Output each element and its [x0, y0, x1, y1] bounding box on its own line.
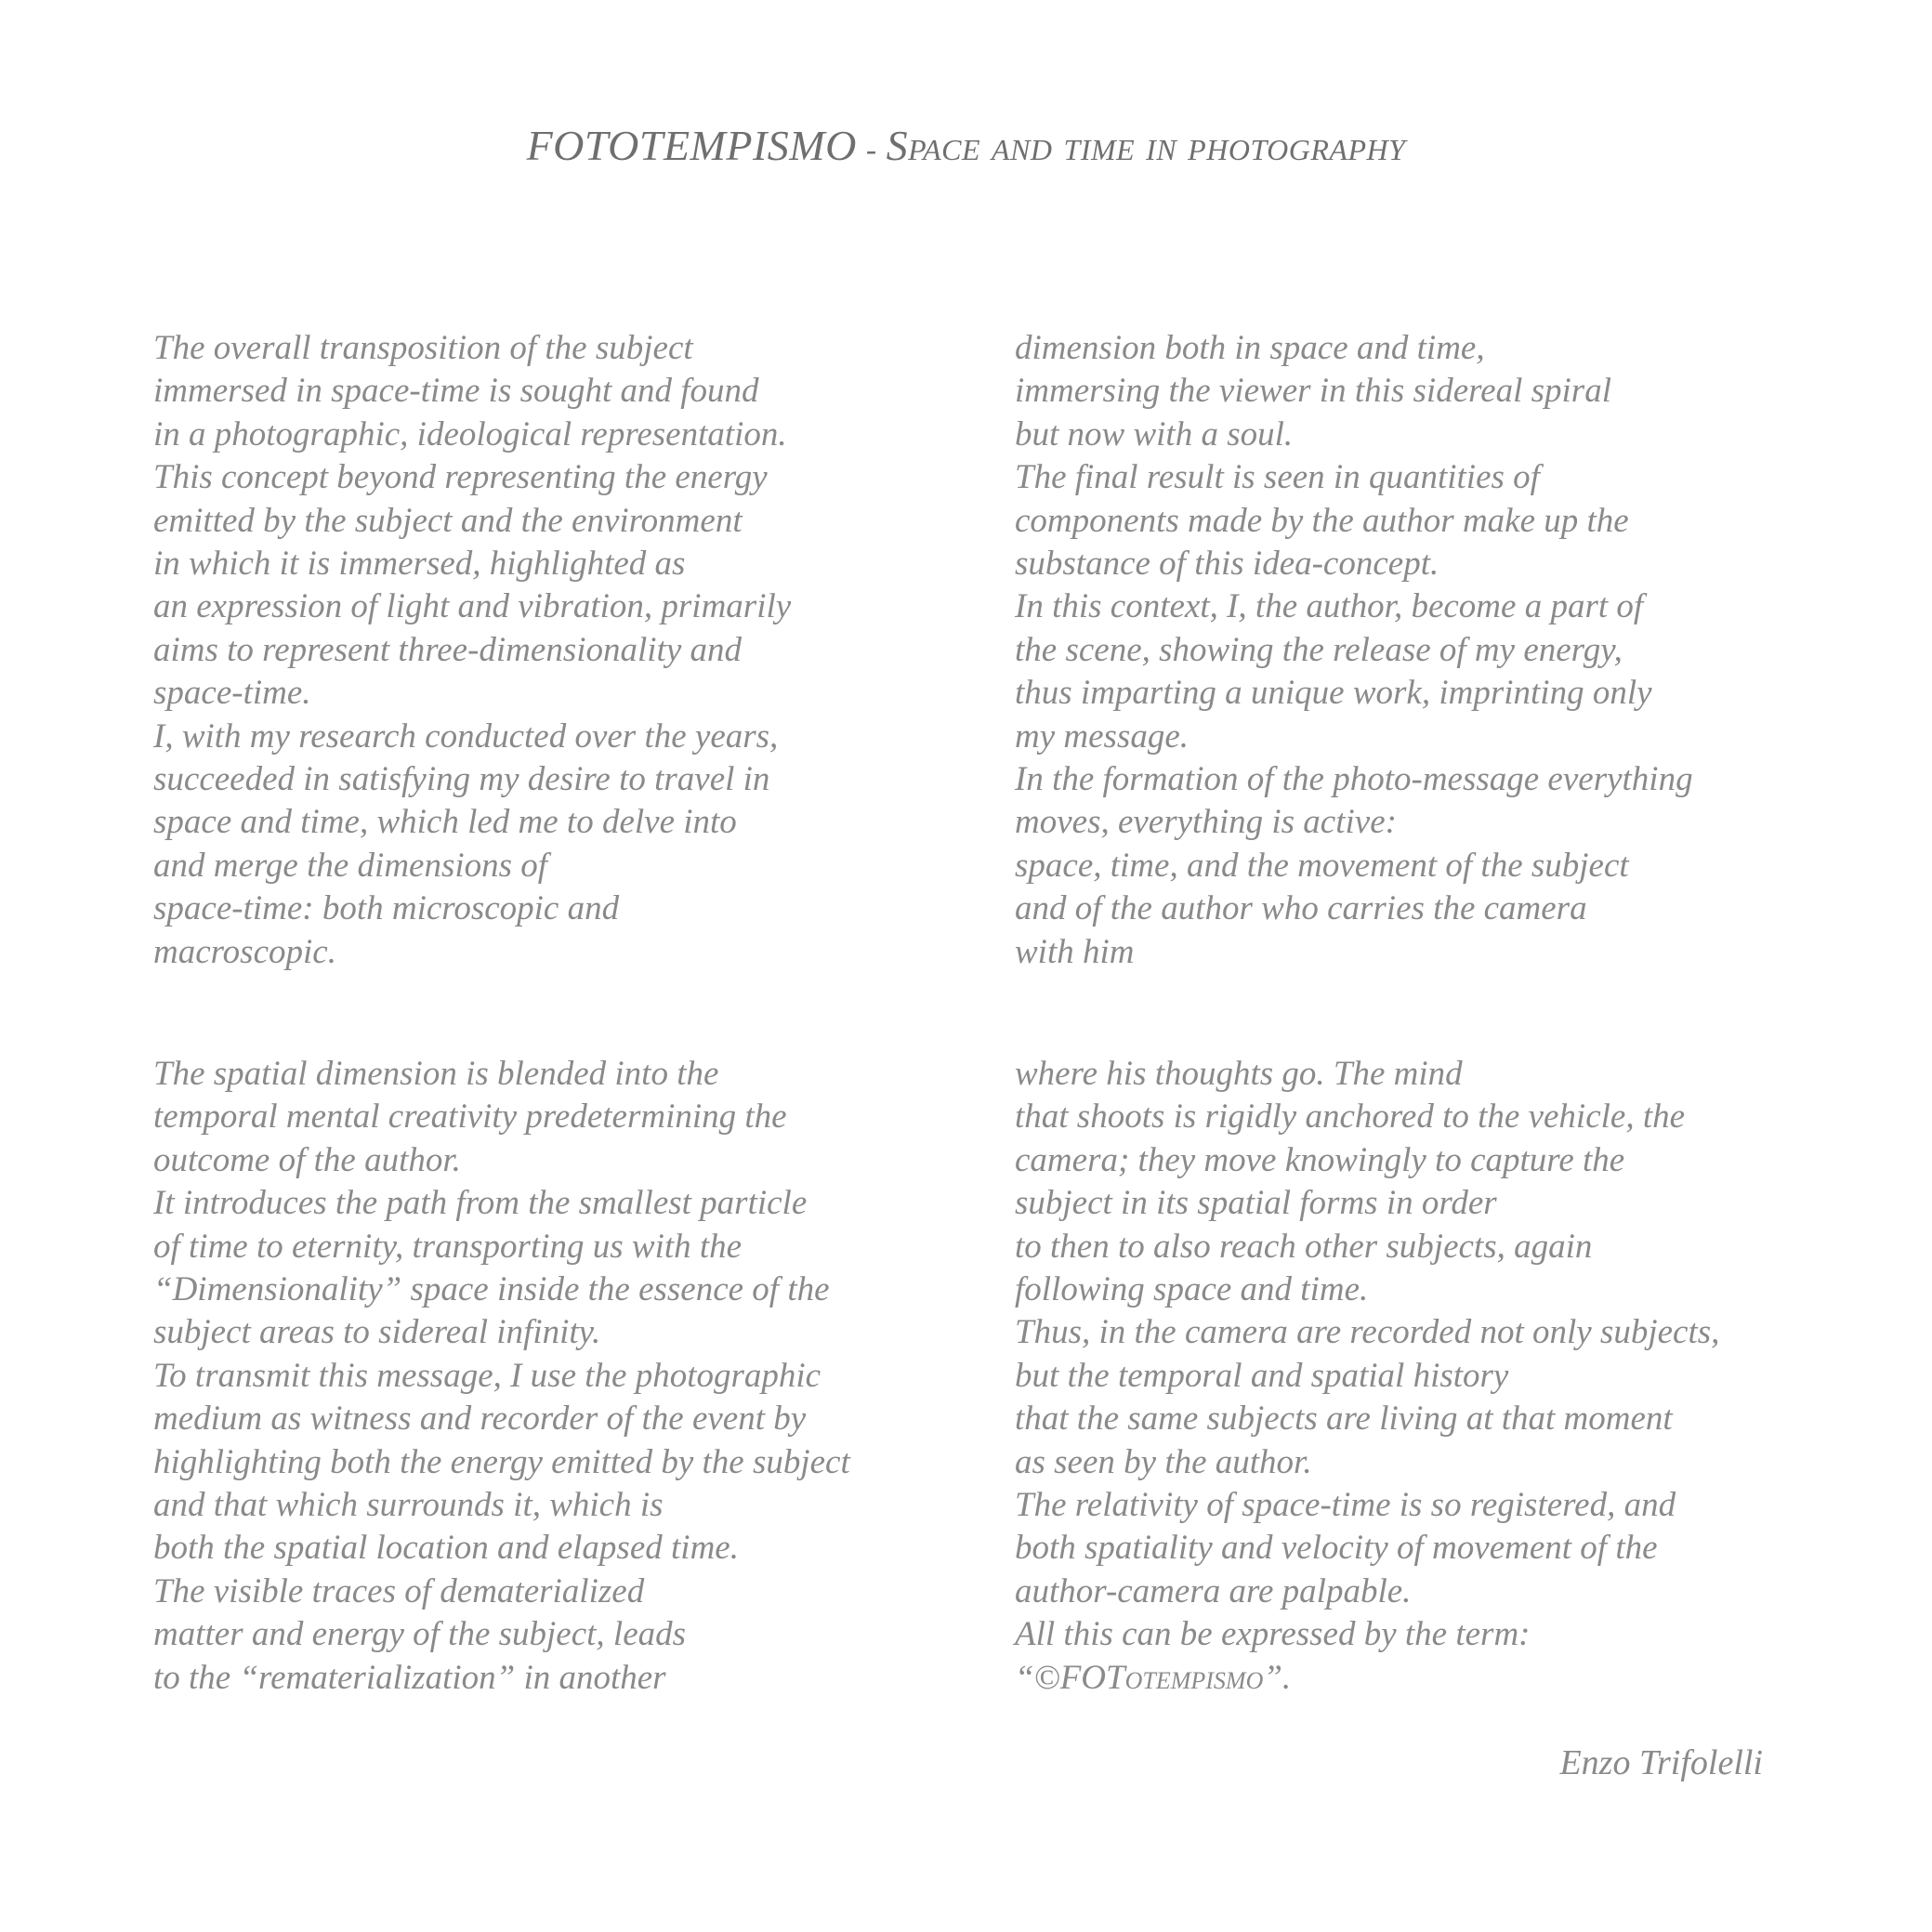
text-line: medium as witness and recorder of the event by — [153, 1400, 807, 1439]
text-line: both the spatial location and elapsed time. — [153, 1529, 739, 1568]
text-line: highlighting both the energy emitted by the subject — [153, 1442, 850, 1481]
text-line: to then to also reach other subjects, again — [1015, 1227, 1593, 1266]
text-line: and that which surrounds it, which is — [153, 1486, 664, 1525]
text-line: where his thoughts go. The mind — [1015, 1055, 1463, 1093]
text-line: with him — [1015, 932, 1135, 971]
text-column-top-right — [1015, 327, 1693, 974]
text-line: aims to represent three-dimensionality and — [153, 630, 743, 669]
text-line: The overall transposition of the subject — [153, 329, 693, 367]
closing-open-quote: “© — [1015, 1658, 1060, 1697]
text-line: dimension both in space and time, — [1015, 329, 1485, 367]
text-line: following space and time. — [1015, 1270, 1369, 1309]
text-line: but the temporal and spatial history — [1015, 1356, 1509, 1395]
text-line: space-time. — [153, 674, 311, 713]
text-line: immersed in space-time is sought and found — [153, 372, 759, 411]
text-line: This concept beyond representing the energy — [153, 458, 768, 497]
text-line: Thus, in the camera are recorded not only subjects, — [1015, 1313, 1720, 1352]
text-line: in which it is immersed, highlighted as — [153, 545, 686, 584]
text-line: that shoots is rigidly anchored to the vehicle, the — [1015, 1097, 1686, 1137]
text-line: space and time, which led me to delve into — [153, 803, 737, 842]
text-line: both spatiality and velocity of movement of the — [1015, 1529, 1658, 1568]
text-line: emitted by the subject and the environment — [153, 501, 743, 540]
text-line: The final result is seen in quantities of — [1015, 458, 1540, 497]
text-line: immersing the viewer in this sidereal spiral — [1015, 372, 1611, 411]
page-title — [0, 121, 1932, 170]
text-line: In this context, I, the author, become a part of — [1015, 587, 1644, 626]
text-line: thus imparting a unique work, imprinting only — [1015, 674, 1652, 713]
text-line: components made by the author make up the — [1015, 501, 1629, 540]
text-line: subject in its spatial forms in order — [1015, 1184, 1497, 1223]
text-line: The spatial dimension is blended into the — [153, 1055, 719, 1093]
text-line: All this can be expressed by the term: — [1015, 1615, 1531, 1654]
text-line: macroscopic. — [153, 932, 336, 971]
text-line: To transmit this message, I use the photographic — [153, 1356, 821, 1395]
text-line: matter and energy of the subject, leads — [153, 1615, 687, 1654]
text-line: subject areas to sidereal infinity. — [153, 1313, 601, 1352]
text-line: author-camera are palpable. — [1015, 1571, 1412, 1610]
text-line: an expression of light and vibration, primarily — [153, 587, 792, 626]
text-line: but now with a soul. — [1015, 414, 1294, 453]
text-line: and merge the dimensions of — [153, 846, 548, 885]
text-line: space, time, and the movement of the subject — [1015, 846, 1629, 885]
text-line: In the formation of the photo-message everything — [1015, 760, 1693, 799]
text-column-bottom-left — [153, 1053, 850, 1700]
closing-term — [1015, 1657, 1719, 1700]
text-line: that the same subjects are living at that moment — [1015, 1400, 1673, 1439]
title-main: FOTOTEMPISMO — [526, 122, 857, 169]
text-line: space-time: both microscopic and — [153, 889, 620, 928]
text-line: The relativity of space-time is so registered, and — [1015, 1486, 1676, 1525]
text-line: to the “rematerialization” in another — [153, 1658, 666, 1697]
text-column-bottom-right — [1015, 1053, 1719, 1700]
text-line: and of the author who carries the camera — [1015, 889, 1587, 928]
text-line: in a photographic, ideological representation. — [153, 414, 787, 453]
text-line: temporal mental creativity predetermining the — [153, 1097, 787, 1137]
text-line: “Dimensionality” space inside the essence of the — [153, 1270, 830, 1309]
text-line: substance of this idea-concept. — [1015, 545, 1439, 584]
text-line: It introduces the path from the smallest particle — [153, 1184, 808, 1223]
text-line: moves, everything is active: — [1015, 803, 1397, 842]
text-line: of time to eternity, transporting us with the — [153, 1227, 743, 1266]
title-subtitle: Space and time in photography — [886, 122, 1406, 169]
title-separator: - — [865, 133, 877, 167]
text-column-top-left — [153, 327, 791, 974]
text-line: succeeded in satisfying my desire to travel in — [153, 760, 770, 799]
text-line: my message. — [1015, 716, 1189, 756]
text-line: The visible traces of dematerialized — [153, 1571, 645, 1610]
closing-close-quote: ”. — [1263, 1658, 1292, 1697]
author-signature: Enzo Trifolelli — [1559, 1743, 1763, 1782]
text-line: the scene, showing the release of my energy, — [1015, 630, 1623, 669]
text-line: camera; they move knowingly to capture the — [1015, 1140, 1625, 1179]
closing-term-word: FOTotempismo — [1059, 1658, 1264, 1697]
text-line: outcome of the author. — [153, 1140, 461, 1179]
text-line: as seen by the author. — [1015, 1442, 1312, 1481]
bottom-right-lines — [1015, 1053, 1719, 1657]
text-line: I, with my research conducted over the years, — [153, 716, 779, 756]
